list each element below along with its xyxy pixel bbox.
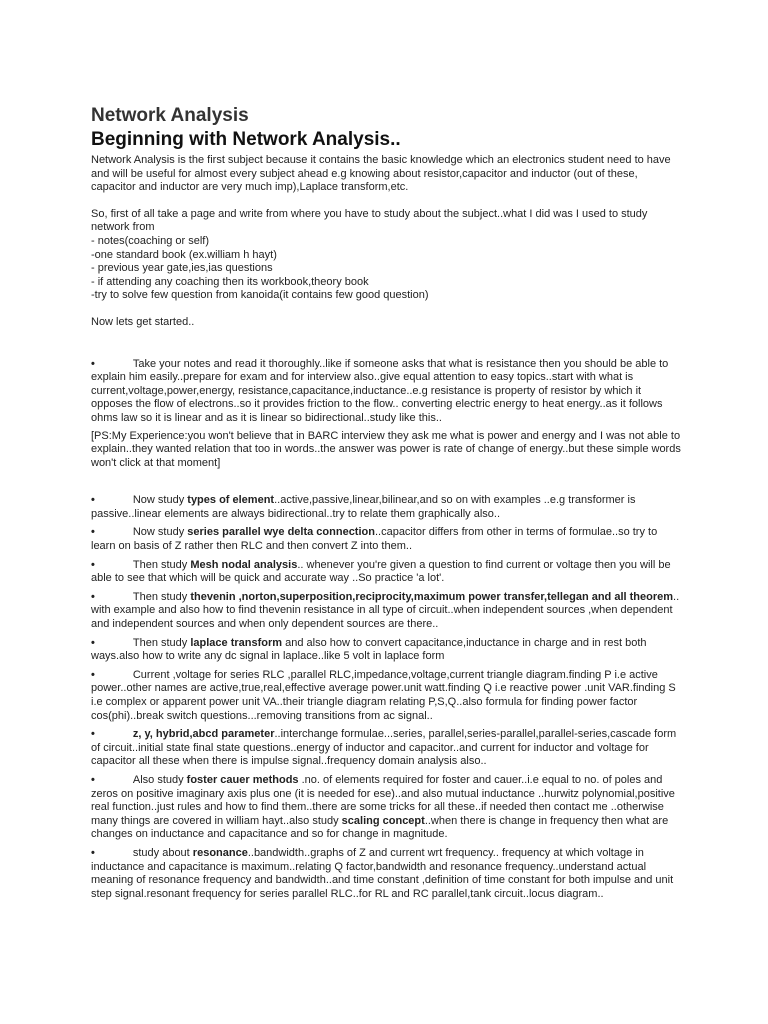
bullet-item-foster-cauer: • Also study foster cauer methods .no. of elements required for foster and cauer..i.e equal to no. of poles and zeros on positive imaginary axis plus one (it is needed for ese)..and also mutual inductance ..hurwitz polynomial,positive real function..just rules and how to find them..there are some tricks for all these..if needed then contact me ..otherwise many things are covered in william hayt..also study scaling concept..when there is change in frequency then what are changes on inductance and capacitance and so for change in magnitude. xyxy=(91,773,675,841)
document-title: Network Analysis xyxy=(91,105,249,126)
get-started-text: Now lets get started.. xyxy=(91,315,195,328)
bullet-icon: • xyxy=(91,668,95,681)
bullet-item-parameters: • z, y, hybrid,abcd parameter..interchange formulae...series, parallel,series-parallel,parallel-series,cascade form of circuit..initial state final state questions..energy of inductor and capacitor..and current for inductor and voltage for capacitor all these when there is impulse signal..frequency domain analysis also.. xyxy=(91,728,677,768)
study-list xyxy=(91,235,681,303)
bullet-icon: • xyxy=(91,846,95,859)
bullet-icon: • xyxy=(91,590,95,603)
bold-topic: Mesh nodal analysis xyxy=(190,558,298,571)
list-item: - previous year gate,ies,ias questions xyxy=(91,262,273,275)
bullet-icon: • xyxy=(91,526,95,539)
list-item: -one standard book (ex.william h hayt) xyxy=(91,248,277,261)
document-content xyxy=(91,104,681,906)
bullet-icon: • xyxy=(91,728,95,741)
bullet-icon: • xyxy=(91,773,95,786)
bullet-item-mesh-nodal: • Then study Mesh nodal analysis.. whenever you're given a question to find current or voltage then you will be able to see that which will be quick and accurate way ..So practice 'a lot'. xyxy=(91,558,671,585)
bold-topic: thevenin ,norton,superposition,reciprocity,maximum power transfer,tellegan and all theorem xyxy=(190,590,674,603)
bullet-icon: • xyxy=(91,494,95,507)
bullet-item-series-parallel: • Now study series parallel wye delta connection..capacitor differs from other in terms of formulae..so try to learn on basis of Z rather then RLC and then convert Z into them.. xyxy=(91,526,658,553)
study-intro-paragraph: So, first of all take a page and write from where you have to study about the subject..what I did was I used to study network from xyxy=(91,207,648,234)
intro-paragraph: Network Analysis is the first subject because it contains the basic knowledge which an electronics student need to have and will be useful for almost every subject ahead e.g knowing about resistor,capacitor and inductor (out of these, capacitor and inductor are very much imp),Laplace transform,etc. xyxy=(91,154,671,194)
list-item: - notes(coaching or self) xyxy=(91,234,209,247)
bullet-icon: • xyxy=(91,357,95,370)
bold-topic: z, y, hybrid,abcd parameter xyxy=(132,728,275,741)
bold-topic: foster cauer methods xyxy=(186,773,299,786)
bullet-icon: • xyxy=(91,558,95,571)
bold-topic: types of element xyxy=(187,494,275,507)
bullet-icon: • xyxy=(91,636,95,649)
bold-topic: scaling concept xyxy=(341,814,425,827)
bold-topic: laplace transform xyxy=(190,636,283,649)
bold-topic: series parallel wye delta connection xyxy=(187,526,375,539)
bullet-item-types-of-element: • Now study types of element..active,passive,linear,bilinear,and so on with examples ..e.g transformer is passive..linear elements are always bidirectional..try to relate them graphically also.. xyxy=(91,494,636,520)
bullet-item-laplace: • Then study laplace transform and also how to convert capacitance,inductance in charge and in rest both ways.also how to write any dc signal in laplace..like 5 volt in laplace form xyxy=(91,636,647,663)
list-item: -try to solve few question from kanoida(it contains few good question) xyxy=(91,289,429,302)
bullet-item-notes xyxy=(91,358,681,426)
bullet-text: Take your notes and read it thoroughly..like if someone asks that what is resistance then you should be able to explain him easily..prepare for exam and for interview also..give equal attention to easy topics..start with what is current,voltage,power,energy, resistance,capacitance,inductance..e.g resistance is property of resistor by which it opposes the flow of electrons..so it provides friction to the flow.. converting electric energy to heat energy..as it follows ohms law so it is linear and as it is linear so bidirectional..study like this.. xyxy=(91,357,669,424)
ps-note: [PS:My Experience:you won't believe that in BARC interview they ask me what is power and energy and I was not able to explain..they wanted relation that too in words..the answer was power is rate of change of energy..but these simple words won't click at that moment] xyxy=(91,429,681,469)
list-item: - if attending any coaching then its workbook,theory book xyxy=(91,275,369,288)
bold-topic: resonance xyxy=(192,846,248,859)
document-heading: Beginning with Network Analysis.. xyxy=(91,129,401,150)
bullet-item-theorems: • Then study thevenin ,norton,superposition,reciprocity,maximum power transfer,tellegan and all theorem.. with example and also how to find thevenin resistance in all type of circuit..when independent sources ,when dependent and independent sources and when only dependent sources are there.. xyxy=(91,590,680,631)
bullet-item-rlc-power: • Current ,voltage for series RLC ,parallel RLC,impedance,voltage,current triangle diagram.finding P i.e active power..other names are active,true,real,effective average power.unit watt.finding Q i.e reactive power .unit VAR.finding S i.e complex or apparent power unit VA..their triangle diagram relating P,S,Q..also formula for finding power factor cos(phi)..break switch questions...removing transitions from ac signal.. xyxy=(91,668,676,722)
bullet-item-resonance: • study about resonance..bandwidth..graphs of Z and current wrt frequency.. frequency at which voltage in inductance and capacitance is maximum..relating Q factor,bandwidth and resonance frequency..understand actual meaning of resonance frequency and bandwidth..and time constant ,definition of time constant for both impulse and unit step signal.resonant frequency for series parallel RLC..for RL and RC parallel,tank circuit..locus diagram.. xyxy=(91,846,674,900)
